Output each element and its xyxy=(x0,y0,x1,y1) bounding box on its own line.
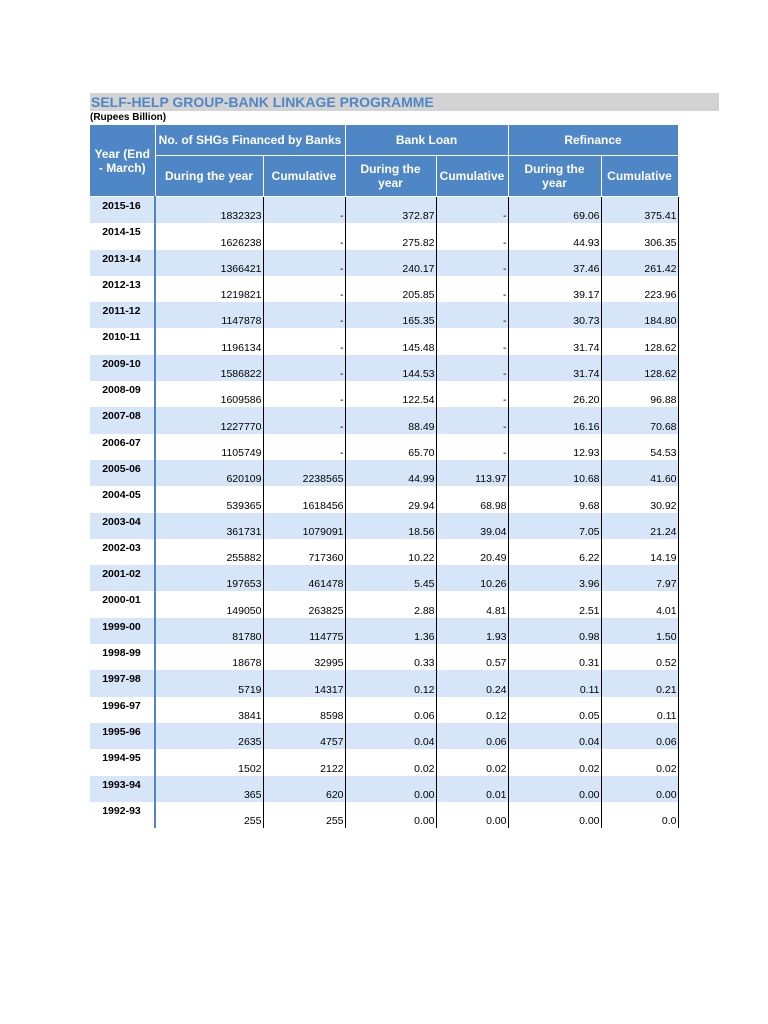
cell-loan-cumulative: - xyxy=(436,407,508,433)
cell-refinance-during-year: 44.93 xyxy=(508,223,601,249)
cell-shgs-cumulative: - xyxy=(263,302,345,328)
header-year: Year (End - March) xyxy=(90,125,155,197)
cell-loan-during-year: 65.70 xyxy=(345,434,436,460)
cell-shgs-cumulative: - xyxy=(263,328,345,354)
cell-shgs-during-year: 1105749 xyxy=(155,434,263,460)
cell-year: 2008-09 xyxy=(90,381,155,407)
cell-refinance-during-year: 7.05 xyxy=(508,513,601,539)
cell-loan-during-year: 0.33 xyxy=(345,644,436,670)
cell-year: 1998-99 xyxy=(90,644,155,670)
page-title: SELF-HELP GROUP-BANK LINKAGE PROGRAMME xyxy=(91,94,434,110)
cell-refinance-during-year: 26.20 xyxy=(508,381,601,407)
cell-shgs-during-year: 5719 xyxy=(155,670,263,696)
table-row xyxy=(90,749,678,775)
cell-loan-during-year: 10.22 xyxy=(345,539,436,565)
cell-refinance-cumulative: 0.11 xyxy=(601,697,678,723)
cell-shgs-cumulative: - xyxy=(263,434,345,460)
cell-shgs-cumulative: - xyxy=(263,407,345,433)
cell-shgs-during-year: 620109 xyxy=(155,460,263,486)
table-row xyxy=(90,697,678,723)
cell-refinance-during-year: 0.04 xyxy=(508,723,601,749)
table-row xyxy=(90,670,678,696)
cell-year: 2012-13 xyxy=(90,276,155,302)
cell-refinance-cumulative: 14.19 xyxy=(601,539,678,565)
cell-year: 1997-98 xyxy=(90,670,155,696)
table-row xyxy=(90,197,678,224)
cell-refinance-during-year: 6.22 xyxy=(508,539,601,565)
units-label: (Rupees Billion) xyxy=(90,112,167,123)
cell-loan-during-year: 165.35 xyxy=(345,302,436,328)
table-row xyxy=(90,407,678,433)
table-row xyxy=(90,302,678,328)
table-row xyxy=(90,802,678,828)
cell-shgs-cumulative: 32995 xyxy=(263,644,345,670)
header-shgs-during-year: During the year xyxy=(155,156,263,197)
cell-year: 1999-00 xyxy=(90,618,155,644)
header-refinance: Refinance xyxy=(508,125,678,156)
table-row xyxy=(90,644,678,670)
cell-shgs-cumulative: 114775 xyxy=(263,618,345,644)
cell-shgs-during-year: 1196134 xyxy=(155,328,263,354)
header-shgs-financed: No. of SHGs Financed by Banks xyxy=(155,125,345,156)
cell-shgs-cumulative: 620 xyxy=(263,776,345,802)
cell-refinance-cumulative: 0.0 xyxy=(601,802,678,828)
cell-refinance-cumulative: 0.00 xyxy=(601,776,678,802)
cell-loan-during-year: 0.12 xyxy=(345,670,436,696)
cell-refinance-during-year: 31.74 xyxy=(508,355,601,381)
cell-shgs-during-year: 539365 xyxy=(155,486,263,512)
cell-loan-during-year: 275.82 xyxy=(345,223,436,249)
cell-loan-during-year: 0.00 xyxy=(345,776,436,802)
cell-shgs-during-year: 2635 xyxy=(155,723,263,749)
cell-refinance-cumulative: 4.01 xyxy=(601,591,678,617)
cell-refinance-cumulative: 0.02 xyxy=(601,749,678,775)
table-row xyxy=(90,355,678,381)
cell-refinance-during-year: 0.31 xyxy=(508,644,601,670)
table-row xyxy=(90,250,678,276)
cell-year: 2005-06 xyxy=(90,460,155,486)
table-row xyxy=(90,513,678,539)
cell-loan-cumulative: 0.01 xyxy=(436,776,508,802)
cell-refinance-cumulative: 375.41 xyxy=(601,197,678,224)
cell-loan-cumulative: - xyxy=(436,223,508,249)
cell-loan-cumulative: 39.04 xyxy=(436,513,508,539)
cell-loan-during-year: 145.48 xyxy=(345,328,436,354)
cell-shgs-cumulative: - xyxy=(263,355,345,381)
table-row xyxy=(90,328,678,354)
header-bank-loan: Bank Loan xyxy=(345,125,508,156)
cell-shgs-during-year: 18678 xyxy=(155,644,263,670)
cell-shgs-cumulative: - xyxy=(263,250,345,276)
cell-loan-cumulative: 0.02 xyxy=(436,749,508,775)
table-row xyxy=(90,434,678,460)
cell-shgs-cumulative: 1079091 xyxy=(263,513,345,539)
cell-shgs-during-year: 1219821 xyxy=(155,276,263,302)
cell-refinance-during-year: 3.96 xyxy=(508,565,601,591)
cell-refinance-cumulative: 21.24 xyxy=(601,513,678,539)
cell-refinance-during-year: 31.74 xyxy=(508,328,601,354)
cell-refinance-cumulative: 96.88 xyxy=(601,381,678,407)
cell-shgs-during-year: 361731 xyxy=(155,513,263,539)
cell-year: 1994-95 xyxy=(90,749,155,775)
cell-year: 2000-01 xyxy=(90,591,155,617)
cell-refinance-cumulative: 41.60 xyxy=(601,460,678,486)
cell-shgs-during-year: 197653 xyxy=(155,565,263,591)
cell-loan-cumulative: 4.81 xyxy=(436,591,508,617)
table-row xyxy=(90,591,678,617)
cell-loan-cumulative: 0.24 xyxy=(436,670,508,696)
cell-loan-cumulative: 0.00 xyxy=(436,802,508,828)
cell-loan-during-year: 0.00 xyxy=(345,802,436,828)
cell-year: 1995-96 xyxy=(90,723,155,749)
cell-refinance-cumulative: 0.21 xyxy=(601,670,678,696)
cell-loan-cumulative: 20.49 xyxy=(436,539,508,565)
cell-year: 2002-03 xyxy=(90,539,155,565)
table-body xyxy=(90,197,678,829)
cell-shgs-during-year: 1626238 xyxy=(155,223,263,249)
table-row xyxy=(90,460,678,486)
cell-shgs-cumulative: 4757 xyxy=(263,723,345,749)
cell-shgs-during-year: 1586822 xyxy=(155,355,263,381)
cell-shgs-during-year: 1832323 xyxy=(155,197,263,224)
cell-loan-during-year: 372.87 xyxy=(345,197,436,224)
cell-year: 2006-07 xyxy=(90,434,155,460)
cell-year: 1996-97 xyxy=(90,697,155,723)
cell-year: 2013-14 xyxy=(90,250,155,276)
cell-refinance-during-year: 16.16 xyxy=(508,407,601,433)
cell-shgs-cumulative: 263825 xyxy=(263,591,345,617)
cell-shgs-cumulative: - xyxy=(263,223,345,249)
cell-shgs-during-year: 149050 xyxy=(155,591,263,617)
header-refinance-during-year: During the year xyxy=(508,156,601,197)
header-shgs-cumulative: Cumulative xyxy=(263,156,345,197)
table-row xyxy=(90,565,678,591)
cell-shgs-during-year: 3841 xyxy=(155,697,263,723)
cell-refinance-during-year: 0.11 xyxy=(508,670,601,696)
table-row xyxy=(90,223,678,249)
cell-year: 2011-12 xyxy=(90,302,155,328)
cell-loan-cumulative: - xyxy=(436,276,508,302)
cell-loan-cumulative: - xyxy=(436,197,508,224)
cell-loan-cumulative: 1.93 xyxy=(436,618,508,644)
table-row xyxy=(90,539,678,565)
cell-refinance-during-year: 2.51 xyxy=(508,591,601,617)
cell-shgs-during-year: 1502 xyxy=(155,749,263,775)
cell-shgs-during-year: 1227770 xyxy=(155,407,263,433)
cell-loan-during-year: 5.45 xyxy=(345,565,436,591)
table-row xyxy=(90,381,678,407)
cell-year: 1993-94 xyxy=(90,776,155,802)
cell-shgs-cumulative: 1618456 xyxy=(263,486,345,512)
cell-refinance-during-year: 10.68 xyxy=(508,460,601,486)
cell-shgs-cumulative: 2238565 xyxy=(263,460,345,486)
cell-loan-during-year: 0.06 xyxy=(345,697,436,723)
cell-shgs-cumulative: - xyxy=(263,276,345,302)
cell-refinance-cumulative: 184.80 xyxy=(601,302,678,328)
cell-loan-cumulative: - xyxy=(436,434,508,460)
cell-loan-cumulative: - xyxy=(436,328,508,354)
cell-loan-during-year: 2.88 xyxy=(345,591,436,617)
cell-loan-cumulative: 0.06 xyxy=(436,723,508,749)
cell-year: 1992-93 xyxy=(90,802,155,828)
cell-refinance-during-year: 30.73 xyxy=(508,302,601,328)
cell-refinance-during-year: 0.00 xyxy=(508,776,601,802)
cell-shgs-cumulative: 14317 xyxy=(263,670,345,696)
cell-shgs-cumulative: 2122 xyxy=(263,749,345,775)
table-row xyxy=(90,276,678,302)
cell-refinance-during-year: 0.02 xyxy=(508,749,601,775)
cell-loan-cumulative: 0.12 xyxy=(436,697,508,723)
cell-loan-during-year: 240.17 xyxy=(345,250,436,276)
cell-refinance-cumulative: 54.53 xyxy=(601,434,678,460)
cell-shgs-during-year: 255 xyxy=(155,802,263,828)
cell-refinance-during-year: 9.68 xyxy=(508,486,601,512)
cell-loan-cumulative: - xyxy=(436,302,508,328)
cell-refinance-during-year: 0.05 xyxy=(508,697,601,723)
cell-refinance-during-year: 69.06 xyxy=(508,197,601,224)
cell-refinance-cumulative: 223.96 xyxy=(601,276,678,302)
cell-loan-cumulative: 10.26 xyxy=(436,565,508,591)
cell-loan-during-year: 88.49 xyxy=(345,407,436,433)
cell-refinance-cumulative: 0.06 xyxy=(601,723,678,749)
cell-refinance-during-year: 39.17 xyxy=(508,276,601,302)
cell-refinance-cumulative: 0.52 xyxy=(601,644,678,670)
cell-year: 2010-11 xyxy=(90,328,155,354)
table-row xyxy=(90,618,678,644)
cell-shgs-during-year: 255882 xyxy=(155,539,263,565)
cell-year: 2007-08 xyxy=(90,407,155,433)
cell-refinance-cumulative: 128.62 xyxy=(601,355,678,381)
cell-loan-during-year: 18.56 xyxy=(345,513,436,539)
table-row xyxy=(90,776,678,802)
cell-loan-cumulative: - xyxy=(436,355,508,381)
cell-shgs-during-year: 81780 xyxy=(155,618,263,644)
cell-shgs-cumulative: 717360 xyxy=(263,539,345,565)
cell-shgs-during-year: 1366421 xyxy=(155,250,263,276)
cell-loan-cumulative: 68.98 xyxy=(436,486,508,512)
table-row xyxy=(90,486,678,512)
cell-year: 2004-05 xyxy=(90,486,155,512)
cell-year: 2015-16 xyxy=(90,197,155,224)
cell-refinance-during-year: 0.00 xyxy=(508,802,601,828)
cell-loan-during-year: 44.99 xyxy=(345,460,436,486)
cell-refinance-during-year: 12.93 xyxy=(508,434,601,460)
cell-shgs-during-year: 1609586 xyxy=(155,381,263,407)
cell-loan-cumulative: 0.57 xyxy=(436,644,508,670)
cell-loan-cumulative: - xyxy=(436,250,508,276)
cell-shgs-cumulative: 255 xyxy=(263,802,345,828)
cell-year: 2001-02 xyxy=(90,565,155,591)
cell-loan-during-year: 1.36 xyxy=(345,618,436,644)
cell-refinance-cumulative: 30.92 xyxy=(601,486,678,512)
cell-shgs-cumulative: - xyxy=(263,381,345,407)
cell-refinance-cumulative: 1.50 xyxy=(601,618,678,644)
cell-loan-cumulative: 113.97 xyxy=(436,460,508,486)
header-refinance-cumulative: Cumulative xyxy=(601,156,678,197)
cell-shgs-during-year: 365 xyxy=(155,776,263,802)
shg-bank-linkage-table xyxy=(90,125,679,828)
cell-loan-during-year: 29.94 xyxy=(345,486,436,512)
cell-refinance-during-year: 0.98 xyxy=(508,618,601,644)
cell-refinance-cumulative: 261.42 xyxy=(601,250,678,276)
cell-shgs-cumulative: - xyxy=(263,197,345,224)
cell-refinance-cumulative: 128.62 xyxy=(601,328,678,354)
cell-loan-during-year: 122.54 xyxy=(345,381,436,407)
table-row xyxy=(90,723,678,749)
cell-shgs-cumulative: 461478 xyxy=(263,565,345,591)
cell-refinance-cumulative: 7.97 xyxy=(601,565,678,591)
cell-year: 2009-10 xyxy=(90,355,155,381)
cell-shgs-during-year: 1147878 xyxy=(155,302,263,328)
cell-loan-during-year: 144.53 xyxy=(345,355,436,381)
cell-year: 2014-15 xyxy=(90,223,155,249)
header-loan-cumulative: Cumulative xyxy=(436,156,508,197)
cell-loan-cumulative: - xyxy=(436,381,508,407)
cell-loan-during-year: 0.02 xyxy=(345,749,436,775)
cell-loan-during-year: 205.85 xyxy=(345,276,436,302)
cell-refinance-cumulative: 70.68 xyxy=(601,407,678,433)
cell-refinance-cumulative: 306.35 xyxy=(601,223,678,249)
header-loan-during-year: During the year xyxy=(345,156,436,197)
cell-loan-during-year: 0.04 xyxy=(345,723,436,749)
cell-shgs-cumulative: 8598 xyxy=(263,697,345,723)
cell-year: 2003-04 xyxy=(90,513,155,539)
cell-refinance-during-year: 37.46 xyxy=(508,250,601,276)
